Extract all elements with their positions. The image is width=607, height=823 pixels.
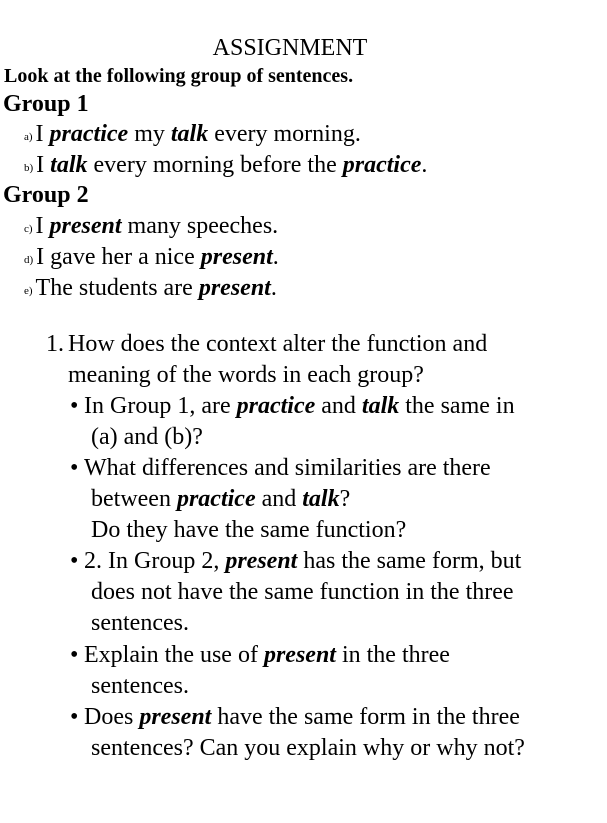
bullet-text: has the same form, but (297, 548, 522, 574)
bullet-text: have the same form in the three (211, 704, 520, 730)
instruction-text: Look at the following group of sentences. (4, 65, 354, 87)
sentence-text: . (270, 275, 277, 301)
bullet-5-line-2: sentences? Can you explain why or why not? (91, 735, 525, 761)
bullet-icon: • (70, 642, 79, 668)
bullet-3-line-1 (84, 546, 521, 577)
keyword: present (225, 548, 298, 574)
sentence-e (24, 274, 277, 305)
sentence-marker: e) (24, 285, 33, 297)
bullet-1-line-2: (a) and (b)? (91, 424, 203, 450)
bullet-text: the same in (399, 393, 515, 419)
bullet-text: and (255, 486, 303, 512)
bullet-icon: • (70, 455, 79, 481)
bullet-text: 2. In Group 2, (84, 548, 226, 574)
bullet-text: In Group 1, are (84, 393, 237, 419)
sentence-text: I gave her a nice (36, 244, 201, 270)
bullet-2-line-3: Do they have the same function? (91, 517, 407, 543)
sentence-text: my (128, 121, 171, 147)
question-text-line-1: How does the context alter the function and (68, 331, 488, 357)
sentence-marker: c) (24, 223, 33, 235)
bullet-text: Explain the use of (84, 642, 264, 668)
sentence-text: every morning before the (87, 152, 343, 178)
keyword: present (200, 244, 273, 270)
sentence-marker: a) (24, 131, 33, 143)
sentence-text: The students are (35, 275, 199, 301)
question-number: 1. (46, 331, 64, 357)
sentence-marker: d) (24, 254, 34, 266)
sentence-text: . (272, 244, 279, 270)
bullet-5-line-1 (84, 702, 520, 733)
bullet-3-line-2: does not have the same function in the three (91, 579, 514, 605)
keyword: talk (50, 152, 88, 178)
bullet-text: in the three (335, 642, 450, 668)
bullet-icon: • (70, 548, 79, 574)
keyword: talk (170, 121, 209, 147)
keyword: talk (361, 393, 400, 419)
bullet-1-line-1 (84, 391, 515, 422)
bullet-4-line-2: sentences. (91, 673, 189, 699)
keyword: present (139, 704, 212, 730)
group-1-heading: Group 1 (3, 91, 89, 117)
bullet-text: Does (84, 704, 140, 730)
bullet-2-line-1: What differences and similarities are there (84, 455, 491, 481)
bullet-icon: • (70, 704, 79, 730)
bullet-text: ? (339, 486, 351, 512)
question-text-line-2: meaning of the words in each group? (68, 362, 424, 388)
sentence-text: . (421, 152, 428, 178)
keyword: practice (236, 393, 316, 419)
keyword: practice (342, 152, 422, 178)
page-title: ASSIGNMENT (212, 35, 368, 61)
bullet-text: and (315, 393, 362, 419)
keyword: present (198, 275, 271, 301)
group-2-heading: Group 2 (3, 182, 89, 208)
sentence-text: many speeches. (121, 213, 279, 239)
keyword: talk (302, 486, 340, 512)
sentence-text: I (35, 213, 50, 239)
sentence-d (24, 243, 279, 274)
bullet-text: between (91, 486, 177, 512)
bullet-3-line-3: sentences. (91, 610, 189, 636)
sentence-text: every morning. (208, 121, 361, 147)
sentence-c (24, 212, 278, 243)
sentence-text: I (35, 121, 50, 147)
keyword: present (49, 213, 122, 239)
bullet-icon: • (70, 393, 79, 419)
sentence-a (24, 120, 361, 151)
sentence-b (24, 151, 427, 182)
sentence-marker: b) (24, 162, 34, 174)
keyword: present (263, 642, 336, 668)
bullet-4-line-1 (84, 640, 450, 671)
keyword: practice (49, 121, 129, 147)
sentence-text: I (36, 152, 51, 178)
bullet-2-line-2 (91, 484, 350, 515)
keyword: practice (176, 486, 256, 512)
